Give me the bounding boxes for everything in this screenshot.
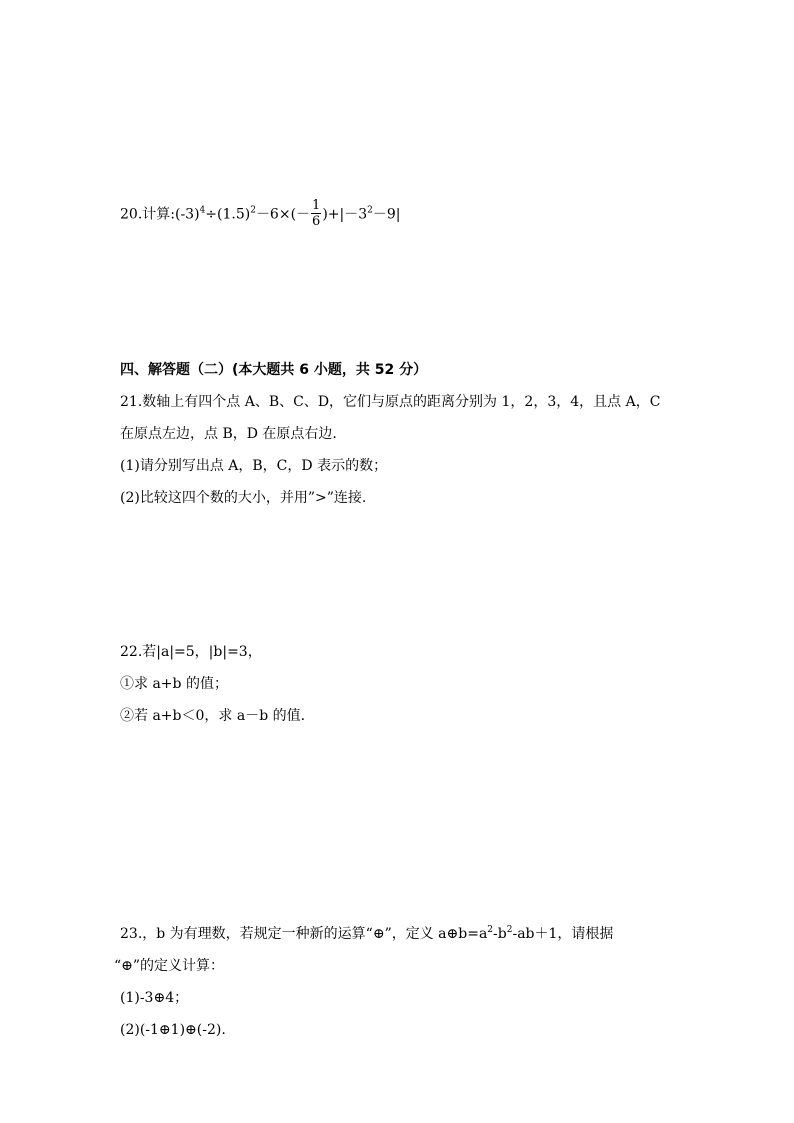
q20-exponent-2: 2 xyxy=(250,205,256,216)
section-4-title: 四、解答题（二）(本大题共 6 小题，共 52 分） xyxy=(120,362,428,378)
q23-line-1-c: -ab＋1，请根据 xyxy=(512,926,614,942)
q22-line-1: 22.若|a|=5，|b|=3， xyxy=(120,644,262,660)
q21-sub-2: (2)比较这四个数的大小，并用”>”连接. xyxy=(120,490,367,506)
q20-exponent-1: 4 xyxy=(199,205,206,216)
q23-line-1 xyxy=(120,924,613,944)
q23-line-2: “⊕”的定义计算： xyxy=(114,958,225,974)
q20-prefix: 20.计算:(-3) xyxy=(120,206,200,223)
q23-exponent-2: 2 xyxy=(506,925,513,935)
q20-exponent-3: 2 xyxy=(367,205,373,216)
q20-part-3: －6×(－ xyxy=(255,206,311,223)
q21-line-1: 21.数轴上有四个点 A、B、C、D，它们与原点的距离分别为 1，2，3，4，且点 A，C xyxy=(120,394,661,410)
q22-sub-1: ①求 a+b 的值； xyxy=(120,676,228,692)
q23-sub-2: (2)(-1⊕1)⊕(-2). xyxy=(120,1022,226,1038)
q20-part-5: －9| xyxy=(372,206,401,223)
q23-exponent-1: 2 xyxy=(487,925,494,935)
q20-part-2: ÷(1.5) xyxy=(205,206,251,223)
q23-sub-1: (1)-3⊕4； xyxy=(120,990,189,1006)
q21-line-2: 在原点左边，点 B，D 在原点右边. xyxy=(120,426,337,442)
q23-line-1-a: 23.，b 为有理数，若规定一种新的运算“⊕”，定义 a⊕b=a xyxy=(120,926,488,942)
question-20 xyxy=(120,199,401,230)
q21-sub-1: (1)请分别写出点 A，B，C，D 表示的数； xyxy=(120,458,388,474)
q20-part-4: )+|－3 xyxy=(322,206,368,223)
q20-fraction xyxy=(311,198,321,229)
q20-fraction-numerator: 1 xyxy=(312,198,321,213)
q20-fraction-denominator: 6 xyxy=(312,214,321,229)
q22-sub-2: ②若 a+b＜0，求 a－b 的值. xyxy=(120,708,306,724)
q23-line-1-b: -b xyxy=(493,926,507,942)
